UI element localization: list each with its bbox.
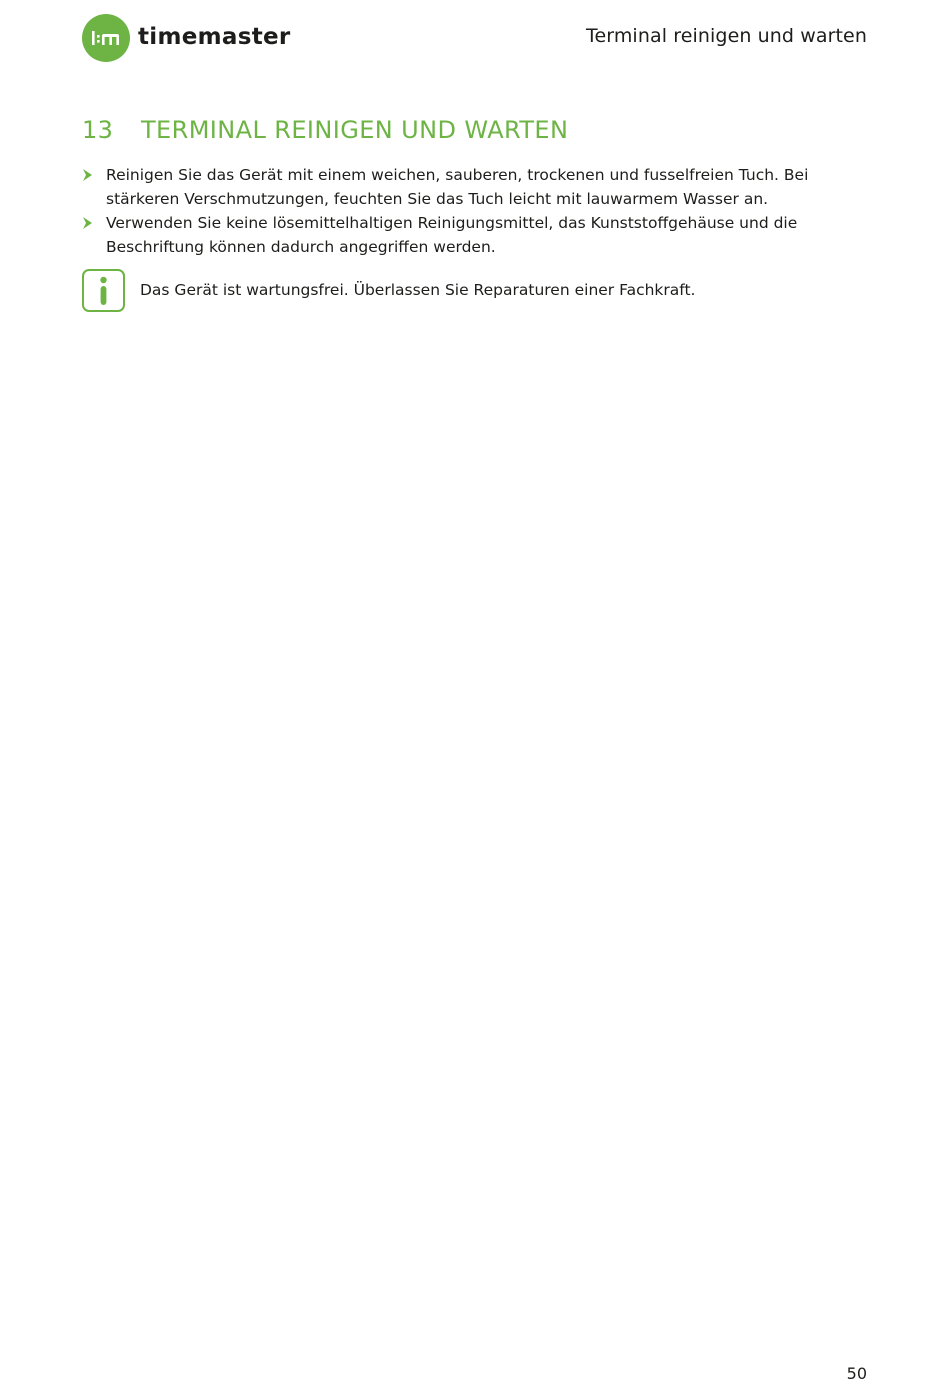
chevron-right-icon [82,211,106,259]
list-item-text: Reinigen Sie das Gerät mit einem weichen, sauberen, trockenen und fusselfreien Tuch. Bei stärkeren Verschmutzungen, feuchten Sie das Tuch leicht mit lauwarmem Wasser an. [106,166,809,208]
section-heading [82,116,568,144]
chevron-right-icon [82,163,106,211]
list-item [82,163,842,211]
logo-badge-icon [82,14,130,62]
page-number: 50 [846,1364,867,1383]
info-note [82,269,695,312]
chapter-title: Terminal reinigen und warten [585,25,867,47]
list-item-text: Verwenden Sie keine lösemittelhaltigen Reinigungsmittel, das Kunststoffgehäuse und die Beschriftung können dadurch angegriffen werden. [106,214,798,256]
logo-wordmark: timemaster [138,24,291,50]
list-item [82,211,842,259]
info-text: Das Gerät ist wartungsfrei. Überlassen Sie Reparaturen einer Fachkraft. [140,280,696,299]
instruction-list [82,163,842,259]
section-number: 13 [82,116,114,144]
timemaster-logo [82,13,291,62]
section-title: TERMINAL REINIGEN UND WARTEN [141,116,569,144]
info-icon [82,269,125,312]
